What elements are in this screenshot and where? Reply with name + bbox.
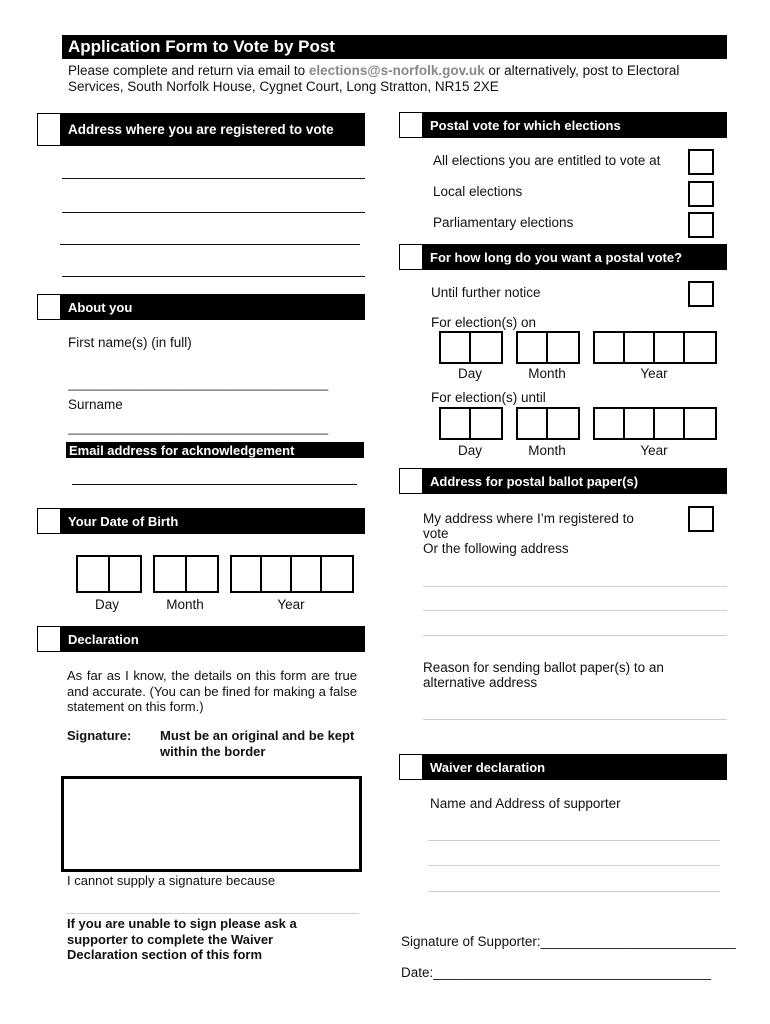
dob-heading: Your Date of Birth (61, 508, 365, 534)
signature-box[interactable] (61, 776, 362, 872)
dob-month-boxes[interactable] (153, 555, 219, 593)
about-you-tick-box[interactable] (37, 294, 61, 320)
waiver-heading: Waiver declaration (423, 754, 727, 780)
registered-address-tick-box[interactable] (37, 113, 61, 146)
elections-on-day-label: Day (457, 366, 482, 381)
option-local-elections-checkbox[interactable] (688, 181, 714, 207)
first-names-line[interactable]: ____________________________________ (68, 376, 329, 391)
postal-vote-tick-box[interactable] (399, 112, 423, 138)
following-address-line-2[interactable] (423, 610, 727, 611)
supporter-date-row (401, 965, 711, 981)
about-you-heading: About you (61, 294, 365, 320)
registered-address-option-label: My address where I’m registered to vote (423, 511, 634, 541)
duration-tick-box[interactable] (399, 244, 423, 270)
intro-after: or alternatively, post to Electoral Services, South Norfolk House, Cygnet Court, Long Stratton, NR15 2XE (68, 63, 680, 94)
supporter-signature-line[interactable]: __________________________ (540, 934, 736, 949)
elections-until-year-label: Year (640, 443, 668, 458)
for-elections-until-label: For election(s) until (431, 390, 546, 405)
intro-text (68, 63, 728, 94)
registered-address-heading: Address where you are registered to vote (61, 113, 365, 146)
form-title: Application Form to Vote by Post (62, 35, 727, 59)
declaration-heading: Declaration (61, 626, 365, 652)
dob-tick-box[interactable] (37, 508, 61, 534)
declaration-tick-box[interactable] (37, 626, 61, 652)
postal-vote-heading: Postal vote for which elections (423, 112, 727, 138)
option-all-elections-checkbox[interactable] (688, 149, 714, 175)
intro-before: Please complete and return via email to (68, 63, 309, 78)
until-further-notice-label: Until further notice (431, 285, 541, 300)
option-parliamentary-label: Parliamentary elections (433, 215, 574, 230)
dob-day-boxes[interactable] (76, 555, 142, 593)
email-acknowledgement-heading: Email address for acknowledgement (66, 442, 364, 458)
waiver-tick-box[interactable] (399, 754, 423, 780)
elections-on-month-boxes[interactable] (516, 331, 580, 364)
registered-address-line-3[interactable] (60, 244, 360, 245)
supporter-line-2[interactable] (428, 865, 720, 866)
email-link[interactable]: elections@s-norfolk.gov.uk (308, 63, 485, 78)
ballot-address-heading: Address for postal ballot paper(s) (423, 468, 727, 494)
dob-day-label: Day (94, 597, 119, 612)
elections-until-day-label: Day (457, 443, 482, 458)
registered-address-line-1[interactable] (62, 178, 365, 179)
supporter-label: Name and Address of supporter (430, 796, 621, 811)
option-parliamentary-checkbox[interactable] (688, 212, 714, 238)
registered-address-line-4[interactable] (62, 276, 365, 277)
option-all-elections-label: All elections you are entitled to vote at (433, 153, 661, 168)
supporter-line-3[interactable] (428, 891, 720, 892)
following-address-line-1[interactable] (423, 586, 727, 587)
elections-until-day-boxes[interactable] (439, 407, 503, 440)
surname-line[interactable]: ____________________________________ (68, 420, 329, 435)
supporter-line-1[interactable] (428, 840, 720, 841)
duration-heading: For how long do you want a postal vote? (423, 244, 727, 270)
registered-address-option-checkbox[interactable] (688, 506, 714, 532)
dob-month-label: Month (166, 597, 204, 612)
cannot-sign-label: I cannot supply a signature because (67, 873, 276, 888)
for-elections-on-label: For election(s) on (431, 315, 537, 330)
following-address-label: Or the following address (423, 541, 569, 556)
ballot-address-tick-box[interactable] (399, 468, 423, 494)
elections-on-month-label: Month (528, 366, 566, 381)
elections-on-year-label: Year (640, 366, 668, 381)
unable-to-sign-note: If you are unable to sign please ask a supporter to complete the Waiver Declaration section of this form (67, 916, 297, 962)
elections-on-year-boxes[interactable] (593, 331, 717, 364)
supporter-signature-label: Signature of Supporter: (401, 934, 541, 949)
signature-label: Signature: (67, 728, 132, 743)
registered-address-line-2[interactable] (62, 212, 365, 213)
supporter-date-line[interactable]: _____________________________________ (433, 965, 712, 980)
cannot-sign-line[interactable] (67, 913, 359, 914)
elections-until-month-boxes[interactable] (516, 407, 580, 440)
supporter-signature-row (401, 934, 736, 950)
following-address-line-3[interactable] (423, 635, 727, 636)
supporter-date-label: Date: (401, 965, 434, 980)
surname-label: Surname (68, 397, 123, 412)
dob-year-boxes[interactable] (230, 555, 354, 593)
reason-line[interactable] (423, 719, 727, 720)
elections-until-year-boxes[interactable] (593, 407, 717, 440)
dob-year-label: Year (277, 597, 305, 612)
reason-label: Reason for sending ballot paper(s) to an alternative address (423, 660, 664, 690)
declaration-text: As far as I know, the details on this form are true and accurate. (You can be fined for making a false statement on this form.) (67, 668, 357, 714)
elections-until-month-label: Month (528, 443, 566, 458)
email-line[interactable] (72, 484, 357, 485)
first-names-label: First name(s) (in full) (68, 335, 192, 350)
option-local-elections-label: Local elections (433, 184, 523, 199)
signature-note: Must be an original and be kept within the border (160, 728, 355, 759)
elections-on-day-boxes[interactable] (439, 331, 503, 364)
until-further-notice-checkbox[interactable] (688, 281, 714, 307)
